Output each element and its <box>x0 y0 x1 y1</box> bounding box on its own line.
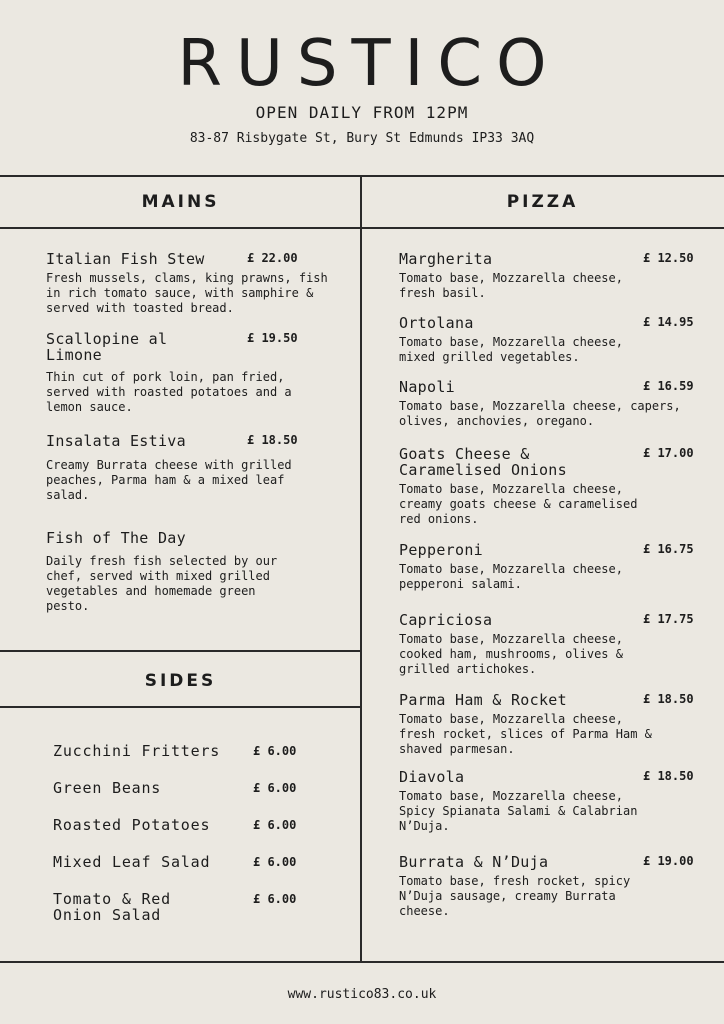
menu-item <box>46 530 336 614</box>
divider-sides-top <box>0 650 361 652</box>
item-description: Tomato base, Mozzarella cheese, Spicy Spianata Salami & Calabrian N’Duja. <box>399 789 638 833</box>
item-name: Diavola <box>399 768 465 786</box>
pizza-heading: PIZZA <box>506 192 579 212</box>
menu-item <box>399 251 704 301</box>
menu-item <box>46 251 336 316</box>
item-description: Tomato base, Mozzarella cheese, cooked ham, mushrooms, olives & grilled artichokes. <box>399 632 623 676</box>
menu-item <box>46 331 336 415</box>
item-price: £ 17.75 <box>643 612 694 626</box>
item-price: £ 16.59 <box>643 379 694 393</box>
side-item-price: £ 6.00 <box>253 855 297 869</box>
item-price: £ 19.50 <box>247 331 298 345</box>
side-item-price: £ 6.00 <box>253 744 297 758</box>
item-name: Italian Fish Stew <box>46 250 205 268</box>
item-name: Insalata Estiva <box>46 432 186 450</box>
sides-heading: SIDES <box>144 671 217 691</box>
item-name: Scallopine al Limone <box>46 330 168 364</box>
menu-item <box>46 433 336 503</box>
side-item-price: £ 6.00 <box>253 892 297 906</box>
side-item-name: Zucchini Fritters <box>53 742 221 760</box>
item-price: £ 14.95 <box>643 315 694 329</box>
item-name: Parma Ham & Rocket <box>399 691 567 709</box>
menu-item <box>399 542 704 592</box>
item-price: £ 18.50 <box>643 692 694 706</box>
item-description: Fresh mussels, clams, king prawns, fish in rich tomato sauce, with samphire & served with toasted bread. <box>46 271 328 315</box>
opening-hours: OPEN DAILY FROM 12PM <box>255 103 469 122</box>
menu-item <box>399 379 704 429</box>
item-description: Tomato base, Mozzarella cheese, capers, olives, anchovies, oregano. <box>399 399 681 428</box>
divider-column <box>360 175 362 962</box>
item-name: Burrata & N’Duja <box>399 853 549 871</box>
side-item-name: Mixed Leaf Salad <box>53 853 211 871</box>
item-description: Tomato base, fresh rocket, spicy N’Duja sausage, creamy Burrata cheese. <box>399 874 631 918</box>
item-name: Napoli <box>399 378 455 396</box>
item-price: £ 17.00 <box>643 446 694 460</box>
item-name: Margherita <box>399 250 493 268</box>
item-name: Goats Cheese & Caramelised Onions <box>399 445 567 479</box>
item-description: Tomato base, Mozzarella cheese, mixed grilled vegetables. <box>399 335 623 364</box>
item-description: Thin cut of pork loin, pan fried, served with roasted potatoes and a lemon sauce. <box>46 370 292 414</box>
item-name: Pepperoni <box>399 541 483 559</box>
item-description: Tomato base, Mozzarella cheese, fresh basil. <box>399 271 623 300</box>
menu-item <box>399 692 704 757</box>
item-description: Tomato base, Mozzarella cheese, fresh rocket, slices of Parma Ham & shaved parmesan. <box>399 712 652 756</box>
item-price: £ 19.00 <box>643 854 694 868</box>
side-item-price: £ 6.00 <box>253 818 297 832</box>
divider-heading <box>0 227 724 229</box>
side-item-name: Roasted Potatoes <box>53 816 211 834</box>
menu-item <box>399 446 704 527</box>
mains-heading: MAINS <box>141 192 220 212</box>
menu-item <box>399 612 704 677</box>
item-price: £ 12.50 <box>643 251 694 265</box>
website-link[interactable]: www.rustico83.co.uk <box>287 987 437 1002</box>
item-description: Creamy Burrata cheese with grilled peaches, Parma ham & a mixed leaf salad. <box>46 458 292 502</box>
menu-item <box>399 315 704 365</box>
address: 83-87 Risbygate St, Bury St Edmunds IP33 3AQ <box>189 131 535 146</box>
menu-item <box>399 769 704 834</box>
menu-item <box>399 854 704 919</box>
item-name: Capriciosa <box>399 611 493 629</box>
divider-top <box>0 175 724 177</box>
side-item-name: Green Beans <box>53 779 162 797</box>
item-price: £ 18.50 <box>643 769 694 783</box>
item-price: £ 18.50 <box>247 433 298 447</box>
divider-bottom <box>0 961 724 963</box>
side-item-price: £ 6.00 <box>253 781 297 795</box>
item-description: Tomato base, Mozzarella cheese, creamy goats cheese & caramelised red onions. <box>399 482 638 526</box>
item-price: £ 16.75 <box>643 542 694 556</box>
restaurant-name: RUSTICO <box>177 27 561 101</box>
side-item-name: Tomato & Red Onion Salad <box>53 890 171 924</box>
item-name: Fish of The Day <box>46 529 186 547</box>
divider-sides-heading <box>0 706 361 708</box>
item-description: Tomato base, Mozzarella cheese, pepperoni salami. <box>399 562 623 591</box>
item-price: £ 22.00 <box>247 251 298 265</box>
item-description: Daily fresh fish selected by our chef, served with mixed grilled vegetables and homemade green pesto. <box>46 554 278 613</box>
item-name: Ortolana <box>399 314 474 332</box>
